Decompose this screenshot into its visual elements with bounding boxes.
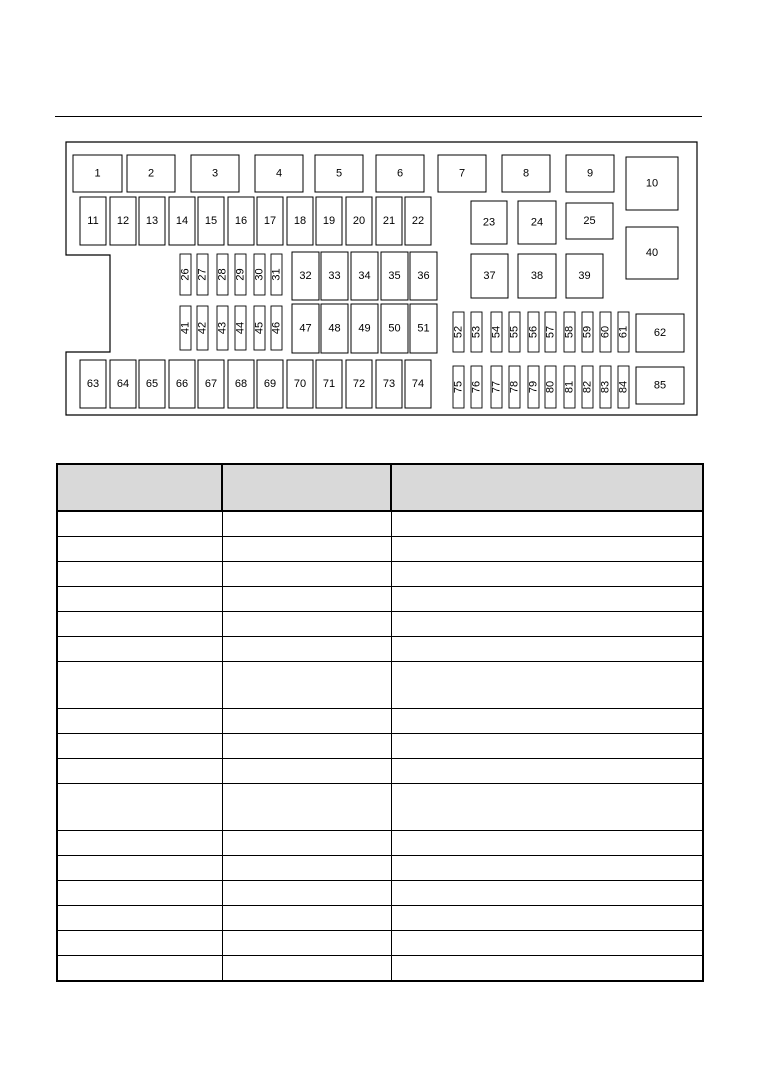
fuse-label: 8 (522, 167, 530, 180)
table-cell (391, 637, 703, 662)
fuse-label: 64 (116, 378, 130, 390)
fuse-label: 77 (490, 380, 503, 394)
table-cell (391, 537, 703, 562)
table-cell (57, 537, 222, 562)
fuse-label: 37 (483, 270, 496, 282)
table-cell (222, 784, 391, 831)
fuse-slot (321, 252, 348, 300)
table-row (57, 931, 703, 956)
table-row (57, 562, 703, 587)
table-cell (222, 537, 391, 562)
fuse-label: 75 (452, 380, 465, 394)
table-cell (57, 831, 222, 856)
fuse-label: 79 (527, 380, 540, 394)
fuse-label: 27 (196, 268, 209, 281)
table-cell (57, 587, 222, 612)
fuse-label: 29 (234, 268, 247, 281)
fuse-slot (566, 203, 613, 239)
fuse-label: 6 (396, 167, 404, 180)
table-cell (57, 906, 222, 931)
table-cell (391, 856, 703, 881)
table-row (57, 759, 703, 784)
fuse-slot (509, 312, 521, 352)
fuse-label: 49 (358, 322, 371, 335)
table-row (57, 612, 703, 637)
table-cell (222, 881, 391, 906)
fuse-label: 62 (653, 327, 667, 339)
table-row (57, 709, 703, 734)
fuse-table (56, 463, 704, 982)
fuse-slot (351, 304, 378, 353)
fuse-label: 42 (196, 321, 209, 335)
fuse-slot (180, 306, 192, 350)
table-row (57, 537, 703, 562)
fuse-slot (528, 312, 540, 352)
fuse-slot (316, 197, 342, 245)
fuse-slot (257, 197, 283, 245)
fuse-label: 57 (544, 325, 557, 339)
fuse-label: 25 (583, 215, 596, 227)
fuse-label: 68 (234, 378, 248, 390)
fuse-label: 67 (204, 378, 218, 390)
fuse-slot (217, 306, 229, 350)
fuse-label: 9 (586, 167, 594, 180)
fuse-slot (191, 155, 239, 192)
table-cell (391, 784, 703, 831)
fuse-slot (316, 360, 342, 408)
fuse-slot (169, 360, 195, 408)
fuse-label: 20 (352, 215, 366, 227)
fuse-slot (405, 360, 431, 408)
fuse-slot (254, 254, 266, 295)
table-cell (57, 637, 222, 662)
table-cell (57, 511, 222, 537)
fuse-label: 70 (293, 378, 307, 390)
table-row (57, 906, 703, 931)
fuse-slot (545, 366, 557, 408)
fuse-label: 24 (530, 216, 544, 229)
header-fuse-number (57, 464, 222, 511)
fuse-label: 56 (527, 325, 540, 339)
fuse-label: 80 (544, 380, 557, 394)
table-row (57, 856, 703, 881)
table-cell (222, 831, 391, 856)
fuse-label: 46 (270, 321, 283, 335)
table-cell (222, 637, 391, 662)
fuse-label: 54 (490, 325, 503, 339)
table-cell (391, 587, 703, 612)
fuse-slot (566, 155, 614, 192)
fuse-slot (564, 366, 576, 408)
table-row (57, 784, 703, 831)
table-cell (391, 562, 703, 587)
fuse-slot (346, 360, 372, 408)
fuse-slot (376, 155, 424, 192)
table-row (57, 831, 703, 856)
table-row (57, 587, 703, 612)
table-row (57, 511, 703, 537)
table-cell (57, 881, 222, 906)
fuse-label: 53 (470, 325, 483, 339)
fuse-slot (528, 366, 540, 408)
table-cell (391, 956, 703, 982)
fuse-slot (376, 197, 402, 245)
fuse-label: 2 (147, 167, 155, 180)
fuse-slot (582, 312, 594, 352)
fuse-label: 83 (599, 380, 612, 394)
fuse-label: 4 (275, 167, 283, 180)
fuse-label: 73 (382, 378, 396, 390)
table-cell (57, 956, 222, 982)
fuse-slot (564, 312, 576, 352)
table-cell (57, 734, 222, 759)
fuse-label: 22 (411, 215, 425, 227)
table-cell (391, 612, 703, 637)
fuse-slot (518, 254, 556, 298)
fuse-slot (518, 201, 556, 244)
fuse-slot (271, 306, 283, 350)
fuse-label: 60 (599, 325, 612, 339)
table-cell (391, 906, 703, 931)
fuse-slot (600, 312, 612, 352)
fuse-label: 72 (352, 378, 366, 390)
fuse-label: 61 (617, 325, 630, 339)
table-cell (222, 562, 391, 587)
table-cell (222, 709, 391, 734)
table-cell (391, 734, 703, 759)
fuse-slot (139, 360, 165, 408)
fuse-label: 32 (299, 270, 312, 282)
fuse-label: 44 (234, 321, 247, 335)
fuse-label: 35 (388, 270, 401, 282)
fuse-slot (257, 360, 283, 408)
fuse-label: 84 (617, 380, 630, 394)
fuse-label: 59 (581, 325, 594, 339)
fuse-label: 14 (175, 215, 189, 227)
table-cell (57, 662, 222, 709)
fuse-slot (410, 304, 437, 353)
table-cell (391, 881, 703, 906)
fuse-slot (381, 304, 408, 353)
fuse-slot (626, 157, 678, 210)
fuse-slot (80, 197, 106, 245)
fuse-label: 45 (253, 321, 266, 335)
fuse-label: 16 (234, 215, 248, 227)
fuse-label: 34 (358, 270, 371, 282)
fuse-label: 69 (263, 378, 277, 390)
fuse-slot (471, 366, 483, 408)
fuse-slot (321, 304, 348, 353)
fuse-slot (110, 360, 136, 408)
fuse-slot (453, 312, 465, 352)
table-cell (57, 784, 222, 831)
fuse-box-diagram (0, 0, 757, 440)
fuse-label: 12 (116, 215, 130, 227)
fuse-slot (255, 155, 303, 192)
fuse-slot (376, 360, 402, 408)
fuse-slot (127, 155, 175, 192)
fuse-label: 74 (411, 378, 425, 390)
fuse-slot (254, 306, 266, 350)
fuse-slot (287, 360, 313, 408)
fuse-slot (566, 254, 603, 298)
fuse-slot (228, 360, 254, 408)
fuse-label: 52 (452, 325, 465, 339)
fuse-label: 63 (86, 378, 100, 390)
fuse-slot (381, 252, 408, 300)
table-cell (57, 612, 222, 637)
table-cell (222, 662, 391, 709)
fuse-label: 10 (645, 177, 659, 190)
fuse-label: 15 (204, 215, 218, 227)
fuse-slot (618, 366, 630, 408)
table-cell (222, 931, 391, 956)
fuse-label: 11 (87, 215, 99, 227)
fuse-label: 36 (417, 270, 430, 282)
fuse-slot (600, 366, 612, 408)
fuse-slot (410, 252, 437, 300)
fuse-slot (351, 252, 378, 300)
fuse-slot (471, 312, 483, 352)
table-cell (57, 759, 222, 784)
fuse-label: 18 (293, 215, 307, 227)
table-cell (391, 759, 703, 784)
table-cell (222, 856, 391, 881)
fuse-slot (453, 366, 465, 408)
table-header-row (57, 464, 703, 511)
fuse-label: 30 (253, 268, 266, 281)
fuse-slot (287, 197, 313, 245)
table-row (57, 956, 703, 982)
table-cell (391, 709, 703, 734)
fuse-slot (582, 366, 594, 408)
fuse-label: 48 (328, 322, 341, 335)
fuse-slot (197, 254, 209, 295)
fuse-label: 19 (322, 215, 336, 227)
fuse-label: 3 (211, 167, 219, 180)
fuse-slot (139, 197, 165, 245)
table-cell (222, 511, 391, 537)
fuse-slot (636, 367, 684, 404)
table-cell (391, 662, 703, 709)
fuse-slot (228, 197, 254, 245)
table-cell (57, 856, 222, 881)
table-cell (222, 759, 391, 784)
fuse-label: 38 (530, 270, 544, 282)
table-row (57, 662, 703, 709)
table-cell (222, 906, 391, 931)
table-cell (57, 931, 222, 956)
table-row (57, 881, 703, 906)
fuse-slot (292, 252, 319, 300)
table-cell (222, 734, 391, 759)
fuse-label: 51 (417, 322, 430, 335)
fuse-label: 33 (328, 270, 341, 282)
table-row (57, 637, 703, 662)
fuse-label: 39 (578, 270, 591, 282)
fuse-label: 50 (388, 322, 401, 335)
fuse-slot (471, 201, 507, 244)
table-cell (222, 956, 391, 982)
fuse-label: 43 (216, 321, 229, 335)
fuse-label: 40 (645, 247, 659, 259)
fuse-label: 76 (470, 380, 483, 394)
fuse-slot (618, 312, 630, 352)
fuse-slot (405, 197, 431, 245)
fuse-slot (198, 197, 224, 245)
fuse-slot (502, 155, 550, 192)
fuse-slot (315, 155, 363, 192)
fuse-slot (491, 312, 503, 352)
fuse-label: 82 (581, 380, 594, 394)
fuse-label: 17 (263, 215, 277, 227)
table-row (57, 734, 703, 759)
fuse-slot (197, 306, 209, 350)
table-cell (222, 612, 391, 637)
fuse-slot (235, 306, 247, 350)
fuse-label: 71 (322, 378, 336, 390)
fuse-label: 1 (94, 167, 101, 180)
fuse-label: 28 (216, 268, 229, 281)
fuse-label: 85 (653, 379, 667, 392)
fuse-label: 47 (299, 322, 312, 335)
fuse-label: 26 (179, 268, 192, 281)
fuse-label: 23 (482, 216, 496, 229)
fuse-label: 78 (508, 380, 521, 394)
fuse-label: 66 (175, 378, 189, 390)
fuse-slot (545, 312, 557, 352)
fuse-label: 41 (179, 321, 192, 335)
fuse-label: 65 (145, 378, 159, 390)
table-cell (391, 831, 703, 856)
fuse-slot (292, 304, 319, 353)
fuse-slot (626, 227, 678, 279)
fuse-slot (169, 197, 195, 245)
table-cell (391, 511, 703, 537)
fuse-label: 13 (145, 215, 159, 227)
fuse-label: 55 (508, 325, 521, 339)
fuse-slot (110, 197, 136, 245)
table-cell (57, 562, 222, 587)
table-cell (57, 709, 222, 734)
fuse-slot (438, 155, 486, 192)
fuse-slot (346, 197, 372, 245)
fuse-slot (509, 366, 521, 408)
table-cell (222, 587, 391, 612)
fuse-label: 58 (563, 325, 576, 339)
fuse-slot (198, 360, 224, 408)
fuse-slot (217, 254, 229, 295)
fuse-slot (180, 254, 192, 295)
fuse-slot (271, 254, 283, 295)
fuse-slot (636, 314, 684, 352)
fuse-slot (80, 360, 106, 408)
fuse-label: 7 (458, 167, 466, 180)
table-cell (391, 931, 703, 956)
fuse-slot (491, 366, 503, 408)
fuse-label: 21 (382, 215, 396, 227)
fuse-slot (235, 254, 247, 295)
fuse-slot (73, 155, 122, 192)
fuse-label: 81 (563, 380, 576, 394)
fuse-slot (471, 254, 508, 298)
fuse-label: 31 (270, 268, 283, 281)
fuse-label: 5 (335, 167, 343, 180)
header-fuse-rating (222, 464, 391, 511)
header-protected-components (391, 464, 703, 511)
